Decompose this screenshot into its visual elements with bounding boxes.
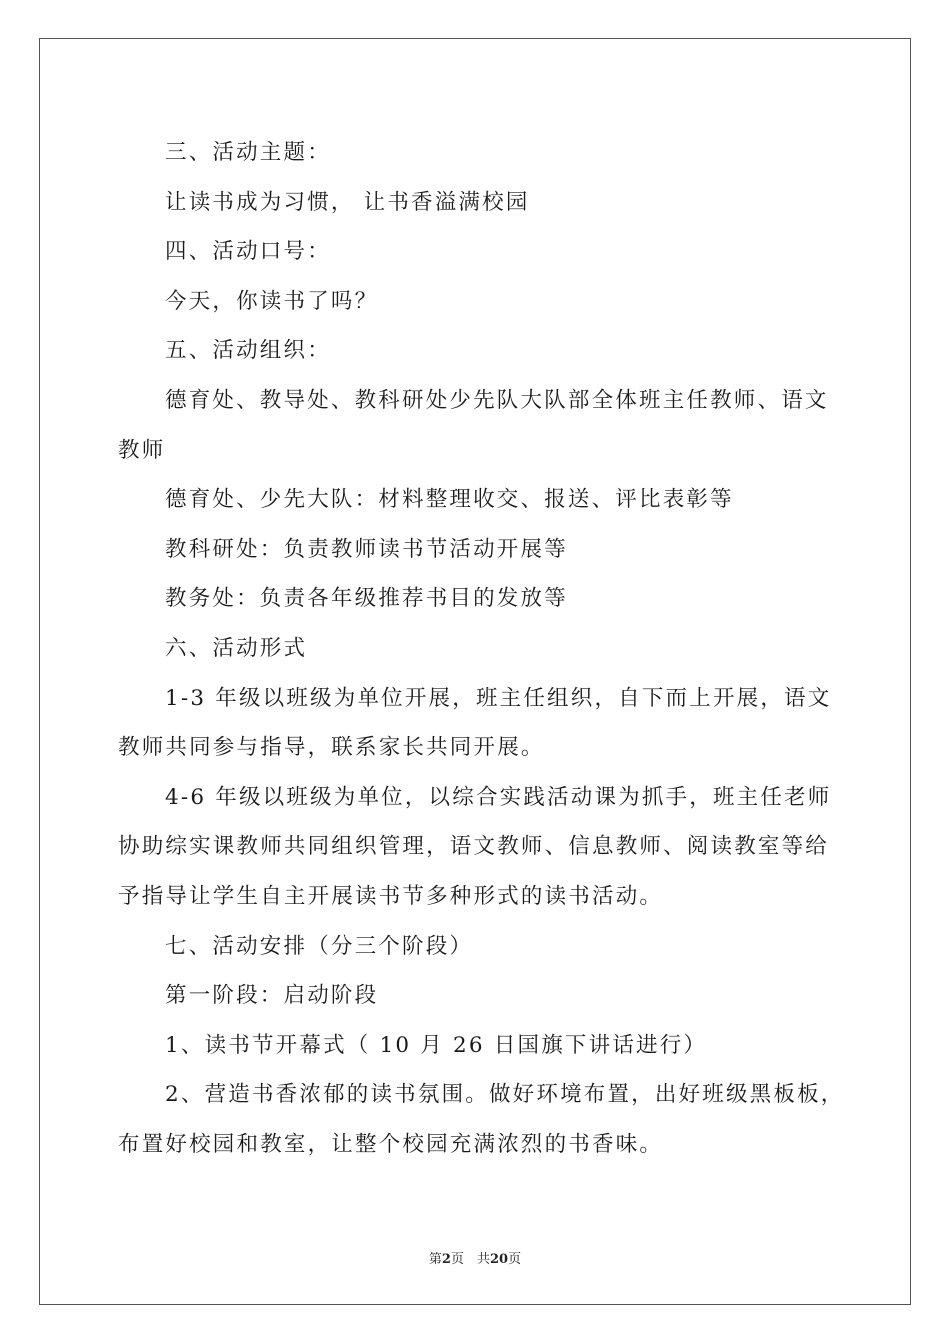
footer-middle: 页 共 — [450, 1252, 490, 1267]
text-line: 协助综实课教师共同组织管理，语文教师、信息教师、阅读教室等给 — [118, 834, 830, 860]
text-line: 三、活动主题： — [165, 140, 331, 165]
text-line: 1、读书节开幕式（ 10 月 26 日国旗下讲话进行） — [165, 1032, 708, 1058]
text-line: 2、营造书香浓郁的读书氛围。做好环境布置，出好班级黑板板， — [165, 1082, 845, 1108]
footer-page-number: 2 — [441, 1252, 451, 1267]
page-footer — [0, 1248, 950, 1267]
text-line: 德育处、少先大队：材料整理收交、报送、评比表彰等 — [165, 487, 734, 513]
text-line: 1-3 年级以班级为单位开展，班主任组织，自下而上开展，语文 — [165, 685, 832, 711]
text-line: 七、活动安排（分三个阶段） — [165, 933, 474, 959]
text-line: 第一阶段：启动阶段 — [165, 983, 379, 1009]
document-body — [118, 128, 845, 1169]
footer-suffix: 页 — [508, 1252, 522, 1267]
text-line: 教务处：负责各年级推荐书目的发放等 — [165, 586, 568, 612]
text-line: 教师共同参与指导，联系家长共同开展。 — [118, 735, 545, 761]
text-line: 予指导让学生自主开展读书节多种形式的读书活动。 — [118, 883, 664, 909]
text-line: 六、活动形式 — [165, 635, 308, 661]
text-line: 4-6 年级以班级为单位，以综合实践活动课为抓手，班主任老师 — [165, 784, 832, 810]
text-line: 布置好校园和教室，让整个校园充满浓烈的书香味。 — [118, 1131, 664, 1157]
text-line: 四、活动口号： — [165, 239, 331, 265]
footer-total-pages: 20 — [489, 1252, 509, 1267]
text-line: 五、活动组织： — [165, 338, 331, 364]
text-line: 让读书成为习惯， 让书香溢满校园 — [165, 189, 530, 215]
text-line: 教师 — [118, 437, 166, 463]
text-line: 教科研处：负责教师读书节活动开展等 — [165, 536, 568, 562]
footer-prefix: 第 — [428, 1252, 442, 1267]
text-line: 今天，你读书了吗？ — [165, 288, 379, 314]
text-line: 德育处、教导处、教科研处少先队大队部全体班主任教师、语文 — [165, 387, 829, 413]
